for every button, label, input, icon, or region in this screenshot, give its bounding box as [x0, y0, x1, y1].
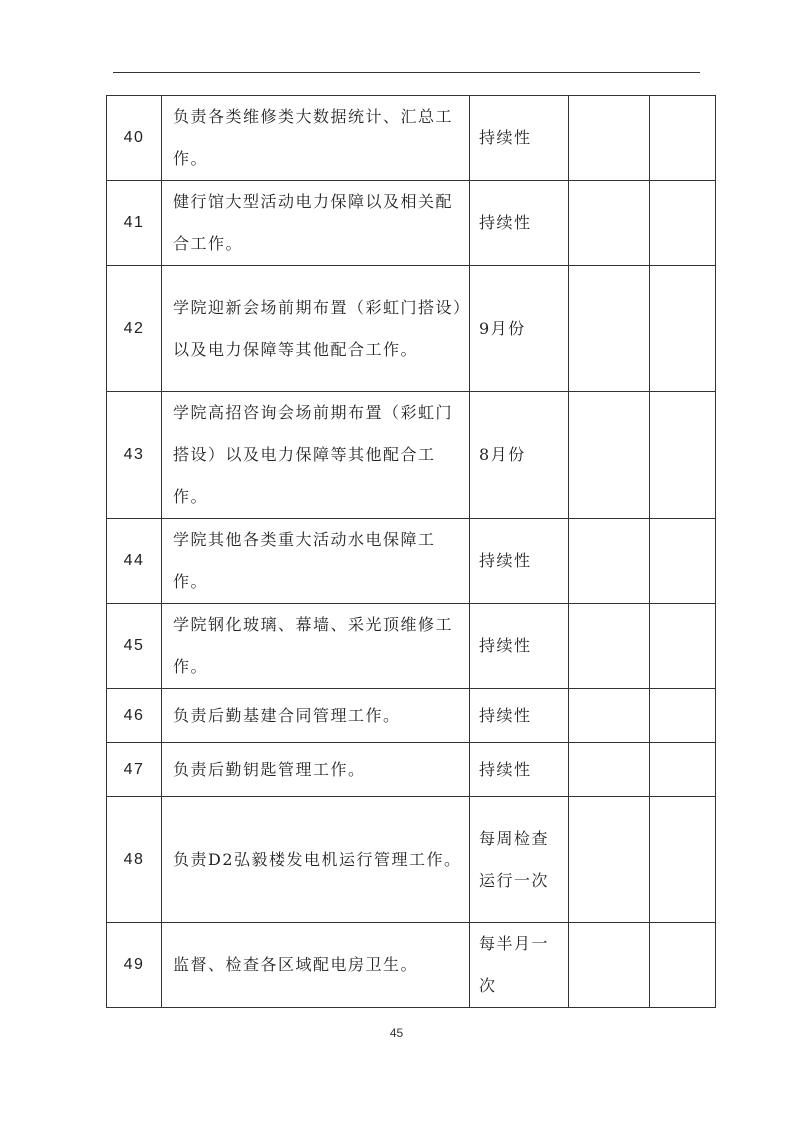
table-row	[107, 743, 716, 797]
task-time: 持续性	[479, 213, 532, 232]
table-row	[107, 96, 716, 181]
empty-cell	[650, 797, 716, 923]
task-description-cell	[162, 392, 470, 519]
task-time: 持续性	[479, 759, 532, 779]
page-number: 45	[389, 1026, 404, 1040]
task-description-cell	[162, 689, 470, 743]
task-time-cell	[470, 923, 569, 1008]
table-row	[107, 181, 716, 266]
empty-cell	[569, 797, 650, 923]
empty-cell	[569, 266, 650, 392]
empty-cell	[650, 266, 716, 392]
task-description: 负责后勤钥匙管理工作。	[173, 759, 366, 779]
empty-cell	[650, 689, 716, 743]
empty-cell	[650, 392, 716, 519]
task-time: 每周检查运行一次	[479, 828, 550, 890]
task-description-cell	[162, 923, 470, 1008]
task-time-cell	[470, 689, 569, 743]
empty-cell	[650, 519, 716, 604]
row-number: 44	[107, 519, 162, 604]
table-row	[107, 519, 716, 604]
task-time: 持续性	[479, 705, 532, 725]
table-row	[107, 689, 716, 743]
task-time: 持续性	[479, 128, 532, 147]
task-time-cell	[470, 797, 569, 923]
row-number: 49	[107, 923, 162, 1008]
table-row	[107, 797, 716, 923]
task-time-cell	[470, 266, 569, 392]
task-description: 学院迎新会场前期布置（彩虹门搭设）以及电力保障等其他配合工作。	[173, 297, 463, 359]
empty-cell	[569, 519, 650, 604]
task-description: 监督、检查各区域配电房卫生。	[173, 955, 419, 974]
row-number: 41	[107, 181, 162, 266]
row-number: 48	[107, 797, 162, 923]
task-time: 9月份	[479, 318, 526, 338]
header-rule	[113, 72, 700, 73]
task-description: 负责后勤基建合同管理工作。	[173, 705, 401, 725]
task-time-cell	[470, 604, 569, 689]
task-description-cell	[162, 266, 470, 392]
task-description: 负责各类维修类大数据统计、汇总工作。	[173, 107, 454, 168]
task-time: 持续性	[479, 551, 532, 570]
empty-cell	[569, 689, 650, 743]
empty-cell	[650, 923, 716, 1008]
task-description: 学院高招咨询会场前期布置（彩虹门搭设）以及电力保障等其他配合工作。	[173, 403, 454, 506]
table-row	[107, 604, 716, 689]
task-description: 学院其他各类重大活动水电保障工作。	[173, 530, 436, 591]
task-description-cell	[162, 96, 470, 181]
empty-cell	[650, 96, 716, 181]
empty-cell	[569, 392, 650, 519]
empty-cell	[569, 181, 650, 266]
task-time: 8月份	[479, 445, 526, 464]
row-number: 47	[107, 743, 162, 797]
task-time-cell	[470, 392, 569, 519]
task-time-cell	[470, 519, 569, 604]
task-time: 持续性	[479, 636, 532, 655]
empty-cell	[569, 923, 650, 1008]
task-description: 健行馆大型活动电力保障以及相关配合工作。	[173, 192, 454, 253]
table-row	[107, 392, 716, 519]
task-time: 每半月一次	[479, 934, 550, 995]
empty-cell	[569, 96, 650, 181]
table-row	[107, 266, 716, 392]
empty-cell	[650, 743, 716, 797]
empty-cell	[650, 181, 716, 266]
row-number: 45	[107, 604, 162, 689]
task-time-cell	[470, 96, 569, 181]
task-description: 学院钢化玻璃、幕墙、采光顶维修工作。	[173, 615, 454, 676]
task-description-cell	[162, 797, 470, 923]
empty-cell	[569, 604, 650, 689]
row-number: 46	[107, 689, 162, 743]
task-time-cell	[470, 181, 569, 266]
empty-cell	[569, 743, 650, 797]
row-number: 42	[107, 266, 162, 392]
table-row	[107, 923, 716, 1008]
task-description-cell	[162, 743, 470, 797]
task-description-cell	[162, 604, 470, 689]
row-number: 40	[107, 96, 162, 181]
task-time-cell	[470, 743, 569, 797]
task-description: 负责D2弘毅楼发电机运行管理工作。	[173, 849, 462, 869]
empty-cell	[650, 604, 716, 689]
row-number: 43	[107, 392, 162, 519]
task-table	[106, 95, 716, 1008]
task-description-cell	[162, 181, 470, 266]
task-description-cell	[162, 519, 470, 604]
